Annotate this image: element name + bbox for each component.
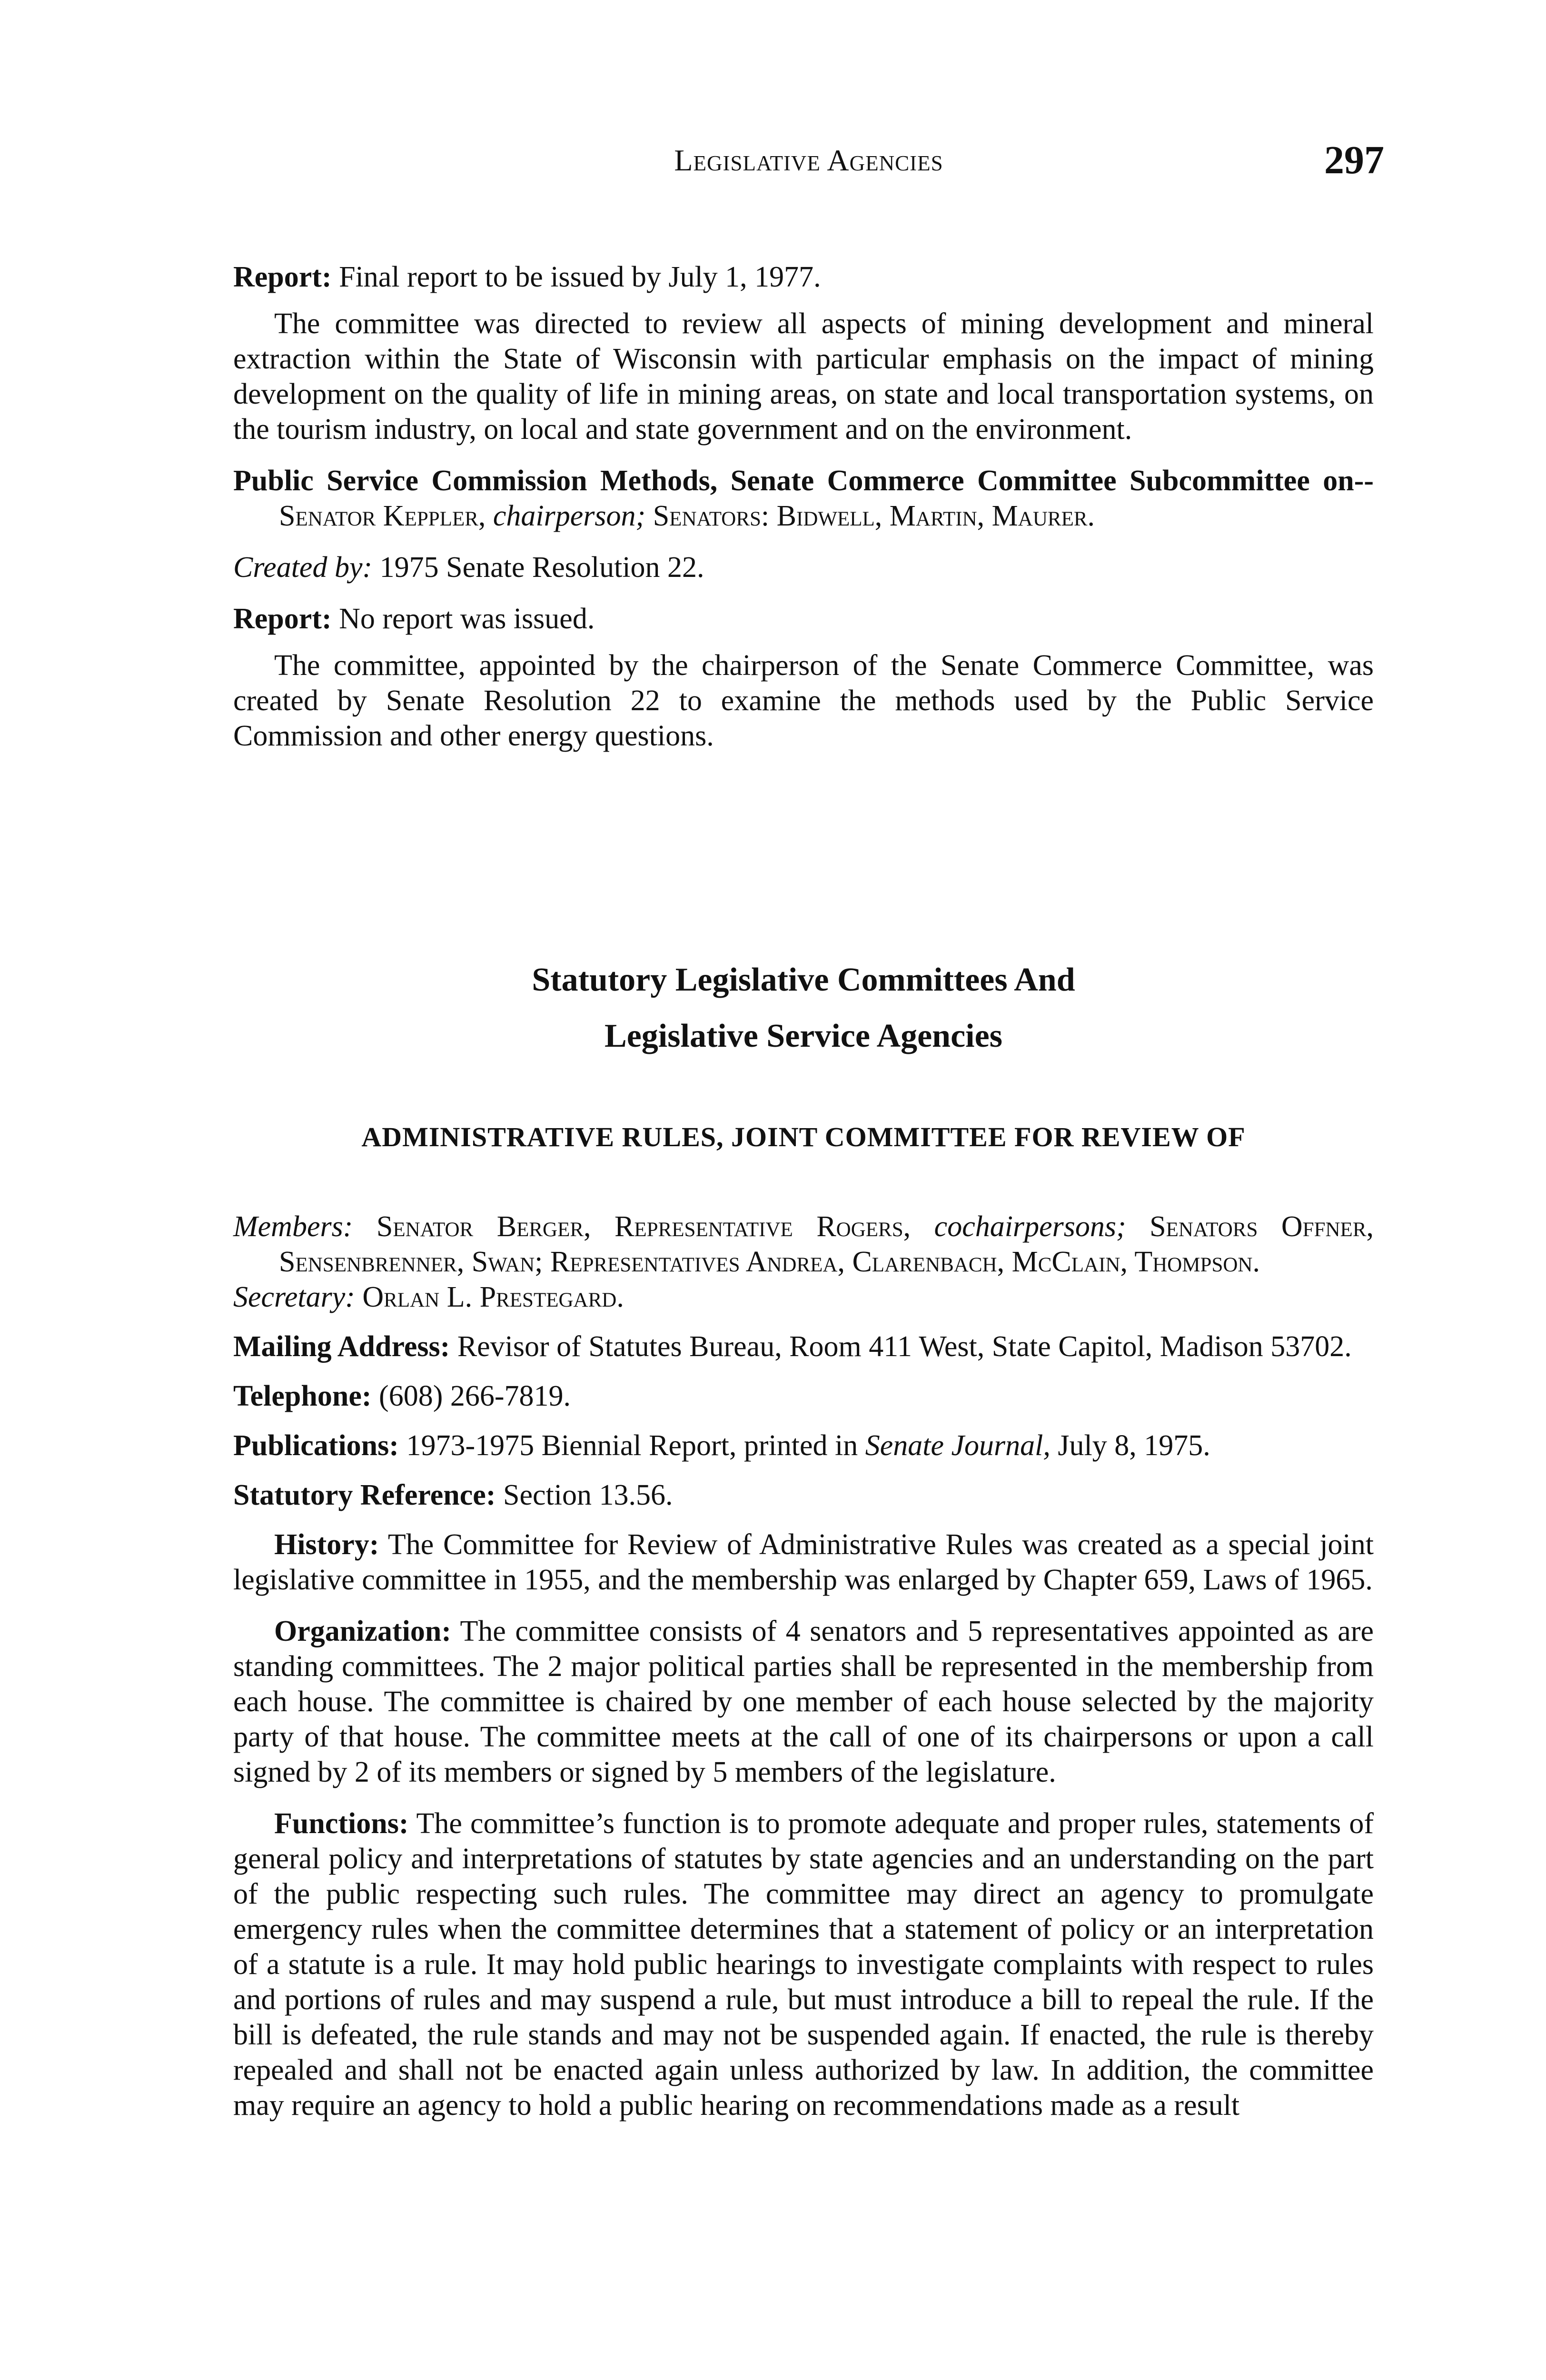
functions-text: The committee’s function is to promote adequate and proper rules, statements of general policy and interpretations of statutes by state agencies and an understanding on the part of the public respecting such rules. The committee may direct an agency to promulgate emergency rules when the committee determines that a statement of policy or an interpretation of a statute is a rule. It may hold public hearings to investigate complaints with respect to rules and portions of rules and may suspend a rule, but must introduce a bill to repeal the rule. If the bill is defeated, the rule stands and may not be suspended again. If enacted, the rule is thereby repealed and shall not be enacted again unless authorized by law. In addition, the committee may require an agency to hold a public hearing on recommendations made as a result (233, 1807, 1374, 2122)
report2-label: Report: (233, 603, 332, 635)
psc-members-b: Senators: Bidwell, Martin, Maurer. (653, 500, 1095, 532)
history-text: The Committee for Review of Administrative Rules was created as a special joint legislative committee in 1955, and the membership was enlarged by Chapter 659, Laws of 1965. (233, 1528, 1374, 1596)
members-entry (233, 1209, 1374, 1279)
committee-section (233, 1209, 1374, 2123)
telephone-line (233, 1378, 1374, 1414)
history-label: History: (274, 1528, 379, 1561)
secretary-line (233, 1279, 1374, 1315)
report-label: Report: (233, 261, 332, 293)
mining-paragraph: The committee was directed to review all aspects of mining development and mineral extraction within the State of Wisconsin with particular emphasis on the impact of mining development on the quality of life in mining areas, on state and local transportation systems, on the tourism industry, on local and state government and on the environment. (233, 307, 1374, 446)
report2-line (233, 601, 1374, 636)
psc-title: Public Service Commission Methods, Senate Commerce Committee Subcommittee on-- (233, 465, 1374, 497)
organization-text: The committee consists of 4 senators and 5 representatives appointed as are standing committees. The 2 major political parties shall be represented in the membership from each house. The committee is chaired by one member of each house selected by the majority party of that house. The committee meets at the call of one of its chairpersons or upon a call signed by 2 of its members or signed by 5 members of the legislature. (233, 1615, 1374, 1788)
page-number: 297 (1324, 138, 1384, 182)
psc-entry (233, 463, 1374, 534)
psc-chair: chairperson; (493, 500, 646, 532)
functions-label: Functions: (274, 1807, 409, 1840)
organization-label: Organization: (274, 1615, 451, 1647)
mailing-text: Revisor of Statutes Bureau, Room 411 West, State Capitol, Madison 53702. (457, 1330, 1352, 1363)
publications-text-b: July 8, 1975. (1058, 1429, 1210, 1462)
statutory-line (233, 1478, 1374, 1513)
publications-line (233, 1428, 1374, 1463)
publications-text-a: 1973-1975 Biennial Report, printed in (406, 1429, 858, 1462)
members-label: Members: (233, 1210, 353, 1243)
telephone-label: Telephone: (233, 1380, 372, 1412)
report-text: Final report to be issued by July 1, 1977. (339, 261, 821, 293)
report2-text: No report was issued. (339, 603, 595, 635)
page-header (233, 138, 1384, 195)
publications-label: Publications: (233, 1429, 399, 1462)
created-line (233, 550, 1374, 585)
section-heading-line2: Legislative Service Agencies (605, 1018, 1002, 1054)
publications-journal: Senate Journal, (865, 1429, 1050, 1462)
committee-title: ADMINISTRATIVE RULES, JOINT COMMITTEE FOR REVIEW OF (361, 1121, 1246, 1152)
members-a: Senator Berger, Representative Rogers, (376, 1210, 911, 1243)
statutory-text: Section 13.56. (503, 1479, 673, 1511)
members-b: Senators Offner, Sensenbrenner, Swan; Representatives Andrea, Clarenbach, McClain, Thompson. (279, 1210, 1374, 1278)
mailing-entry (233, 1329, 1374, 1364)
psc-paragraph: The committee, appointed by the chairperson of the Senate Commerce Committee, was created by Senate Resolution 22 to examine the methods used by the Public Service Commission and other energy questions. (233, 649, 1374, 752)
secretary-name: Orlan L. Prestegard. (362, 1281, 624, 1313)
created-label: Created by: (233, 551, 373, 584)
history-paragraph (233, 1527, 1374, 1597)
top-section (233, 259, 1374, 754)
report-line (233, 259, 1374, 295)
functions-paragraph (233, 1806, 1374, 2123)
running-title: Legislative Agencies (674, 143, 943, 177)
organization-paragraph (233, 1614, 1374, 1790)
statutory-label: Statutory Reference: (233, 1479, 496, 1511)
psc-members-a: Senator Keppler, (279, 500, 486, 532)
section-heading-line1: Statutory Legislative Committees And (532, 962, 1075, 998)
telephone-text: (608) 266-7819. (379, 1380, 571, 1412)
mailing-label: Mailing Address: (233, 1330, 450, 1363)
secretary-label: Secretary: (233, 1281, 355, 1313)
section-heading (233, 952, 1374, 1064)
members-cochairs: cochairpersons; (934, 1210, 1126, 1243)
created-text: 1975 Senate Resolution 22. (379, 551, 704, 584)
